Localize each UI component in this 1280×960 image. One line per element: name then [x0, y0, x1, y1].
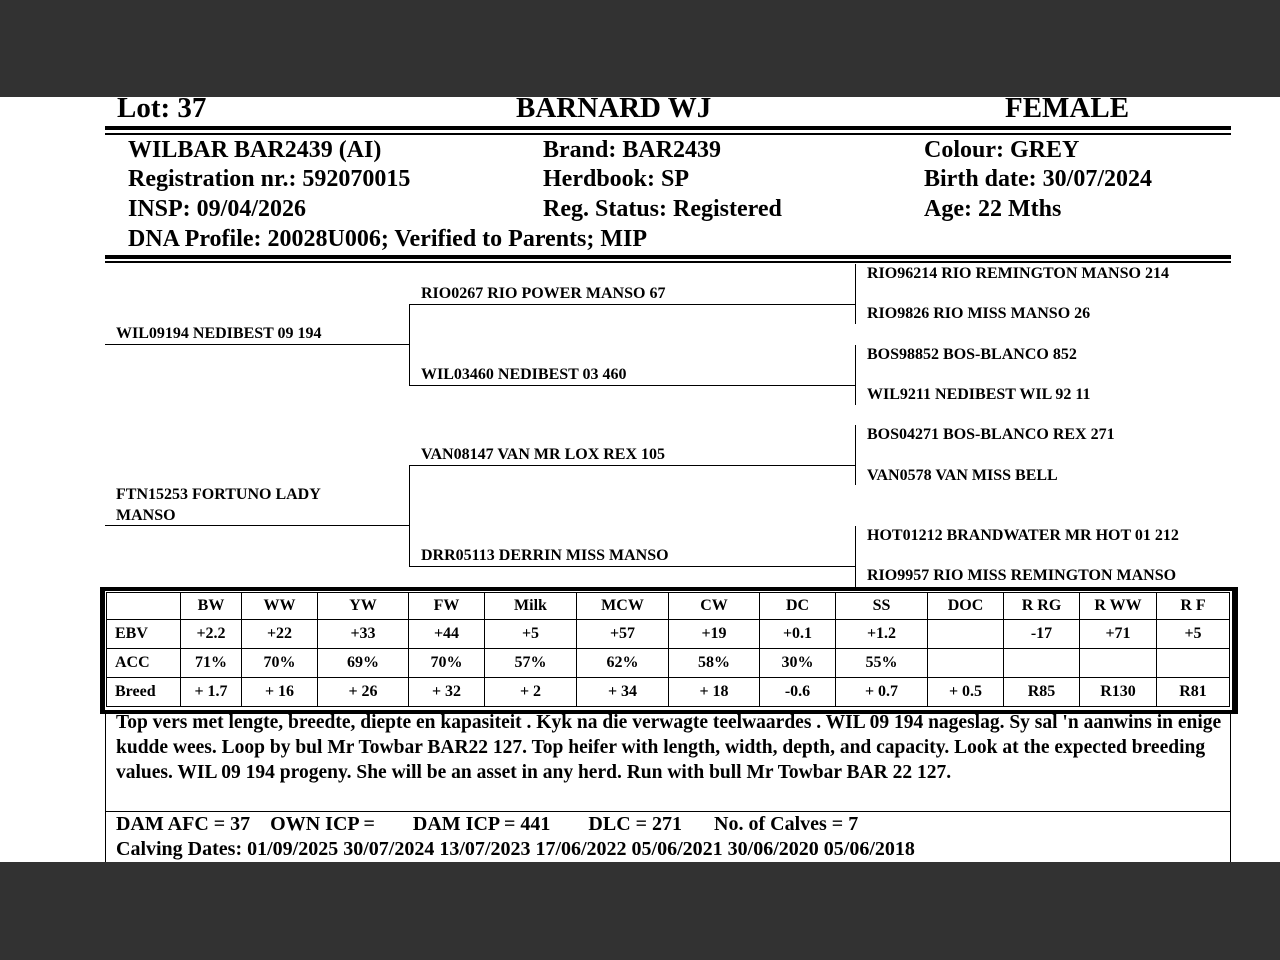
- animal-name: WILBAR BAR2439 (AI): [128, 137, 382, 163]
- sire-sire-name: RIO0267 RIO POWER MANSO 67: [421, 285, 666, 302]
- table-cell: +0.1: [760, 620, 836, 649]
- dd-bracket-bottom: [855, 566, 856, 587]
- table-cell: +5: [485, 620, 577, 649]
- sd-bracket-top: [855, 345, 856, 385]
- table-cell: R85: [1004, 678, 1080, 707]
- table-cell: +1.2: [836, 620, 928, 649]
- colour: Colour: GREY: [924, 137, 1080, 163]
- dam-icp: DAM ICP = 441: [412, 813, 551, 835]
- sire-bracket: [409, 304, 410, 385]
- info-rule-thin: [105, 261, 1231, 263]
- dd-sire-name: HOT01212 BRANDWATER MR HOT 01 212: [867, 527, 1179, 544]
- sd-bracket-bottom: [855, 385, 856, 405]
- registration-status: Reg. Status: Registered: [543, 196, 782, 222]
- table-header-cell: FW: [409, 593, 485, 620]
- ss-dam-name: RIO9826 RIO MISS MANSO 26: [867, 305, 1091, 322]
- table-cell: R81: [1157, 678, 1230, 707]
- row-label: EBV: [107, 620, 181, 649]
- sire-line: [105, 344, 410, 345]
- header-rule-thick: [105, 126, 1231, 130]
- table-header-cell: WW: [242, 593, 318, 620]
- table-cell: -17: [1004, 620, 1080, 649]
- ds-dam-name: VAN0578 VAN MISS BELL: [867, 467, 1058, 484]
- dna-profile: DNA Profile: 20028U006; Verified to Parents; MIP: [128, 226, 648, 252]
- table-row: [107, 649, 1230, 678]
- animal-sex: FEMALE: [1005, 97, 1130, 124]
- herdbook: Herdbook: SP: [543, 166, 690, 192]
- row-label: ACC: [107, 649, 181, 678]
- table-cell: + 1.7: [181, 678, 242, 707]
- table-header-cell: [107, 593, 181, 620]
- catalogue-page: [0, 97, 1280, 862]
- ebv-header-row: [107, 593, 1230, 620]
- table-header-cell: DC: [760, 593, 836, 620]
- table-cell: +2.2: [181, 620, 242, 649]
- table-cell: +33: [318, 620, 409, 649]
- sire-dam-name: WIL03460 NEDIBEST 03 460: [421, 366, 627, 383]
- breeder-name: BARNARD WJ: [516, 97, 712, 124]
- table-header-cell: R RG: [1004, 593, 1080, 620]
- table-cell: + 26: [318, 678, 409, 707]
- table-header-cell: YW: [318, 593, 409, 620]
- lot-number: Lot: 37: [117, 97, 207, 124]
- sale-notes: Top vers met lengte, breedte, diepte en kapasiteit . Kyk na die verwagte teelwaardes . WIL 09 194 nageslag. Sy sal 'n aanwins in enige kudde wees. Loop by bul Mr Towbar BAR22 127. Top heifer with length, width, depth, and capacity. Look at the expected breeding values. WIL 09 194 progeny. She will be an asset in any herd. Run with bull Mr Towbar BAR 22 127.: [116, 712, 1222, 783]
- sd-dam-name: WIL9211 NEDIBEST WIL 92 11: [867, 386, 1091, 403]
- ss-bracket-bottom: [855, 304, 856, 324]
- ds-bracket-top: [855, 425, 856, 465]
- table-cell: +22: [242, 620, 318, 649]
- table-cell: 57%: [485, 649, 577, 678]
- dam-line: [105, 525, 410, 526]
- dam-sire-name: VAN08147 VAN MR LOX REX 105: [421, 446, 666, 463]
- table-cell: R130: [1080, 678, 1157, 707]
- dlc: DLC = 271: [588, 813, 683, 835]
- table-cell: [1080, 649, 1157, 678]
- table-cell: 70%: [242, 649, 318, 678]
- table-header-cell: CW: [669, 593, 760, 620]
- table-cell: + 0.7: [836, 678, 928, 707]
- calving-dates: Calving Dates: 01/09/2025 30/07/2024 13/07/2023 17/06/2022 05/06/2021 30/06/2020 05/06/2018: [116, 838, 915, 860]
- table-cell: + 34: [577, 678, 669, 707]
- table-cell: [928, 620, 1004, 649]
- dd-line: [409, 566, 856, 567]
- table-cell: 69%: [318, 649, 409, 678]
- table-row: [107, 620, 1230, 649]
- dam-dam-name: DRR05113 DERRIN MISS MANSO: [421, 547, 669, 564]
- ds-line: [409, 465, 856, 466]
- table-row: [107, 678, 1230, 707]
- sire-name: WIL09194 NEDIBEST 09 194: [116, 325, 322, 342]
- ds-bracket-bottom: [855, 465, 856, 485]
- header-rule-thin: [105, 133, 1231, 135]
- table-cell: [1157, 649, 1230, 678]
- table-cell: + 32: [409, 678, 485, 707]
- table-header-cell: R F: [1157, 593, 1230, 620]
- registration-number: Registration nr.: 592070015: [128, 166, 411, 192]
- table-header-cell: DOC: [928, 593, 1004, 620]
- table-cell: 58%: [669, 649, 760, 678]
- table-cell: + 18: [669, 678, 760, 707]
- table-header-cell: BW: [181, 593, 242, 620]
- table-cell: 70%: [409, 649, 485, 678]
- table-cell: +71: [1080, 620, 1157, 649]
- own-icp: OWN ICP =: [270, 813, 375, 835]
- table-header-cell: MCW: [577, 593, 669, 620]
- table-cell: +5: [1157, 620, 1230, 649]
- table-cell: -0.6: [760, 678, 836, 707]
- table-cell: + 2: [485, 678, 577, 707]
- birth-date: Birth date: 30/07/2024: [924, 166, 1152, 192]
- dam-bracket: [409, 465, 410, 566]
- table-header-cell: R WW: [1080, 593, 1157, 620]
- info-rule-thick: [105, 255, 1231, 259]
- table-cell: 55%: [836, 649, 928, 678]
- row-label: Breed: [107, 678, 181, 707]
- sd-line: [409, 385, 856, 386]
- table-header-cell: Milk: [485, 593, 577, 620]
- ss-bracket-top: [855, 264, 856, 304]
- dd-bracket-top: [855, 526, 856, 566]
- table-cell: 30%: [760, 649, 836, 678]
- ss-line: [409, 304, 856, 305]
- dam-afc: DAM AFC = 37: [116, 813, 251, 835]
- brand: Brand: BAR2439: [543, 137, 722, 163]
- table-cell: +44: [409, 620, 485, 649]
- dam-name-line2: MANSO: [116, 507, 176, 524]
- table-cell: [1004, 649, 1080, 678]
- table-cell: + 16: [242, 678, 318, 707]
- table-cell: [928, 649, 1004, 678]
- age: Age: 22 Mths: [924, 196, 1062, 222]
- ds-sire-name: BOS04271 BOS-BLANCO REX 271: [867, 426, 1115, 443]
- ss-sire-name: RIO96214 RIO REMINGTON MANSO 214: [867, 265, 1169, 282]
- table-cell: 71%: [181, 649, 242, 678]
- dam-name-line1: FTN15253 FORTUNO LADY: [116, 486, 321, 503]
- table-cell: +19: [669, 620, 760, 649]
- ebv-table: [106, 592, 1230, 707]
- insp-date: INSP: 09/04/2026: [128, 196, 307, 222]
- number-of-calves: No. of Calves = 7: [714, 813, 859, 835]
- dam-stats-line: [116, 813, 858, 836]
- table-header-cell: SS: [836, 593, 928, 620]
- table-cell: 62%: [577, 649, 669, 678]
- notes-divider: [105, 811, 1231, 812]
- table-cell: +57: [577, 620, 669, 649]
- sd-sire-name: BOS98852 BOS-BLANCO 852: [867, 346, 1077, 363]
- dd-dam-name: RIO9957 RIO MISS REMINGTON MANSO: [867, 567, 1177, 584]
- table-cell: + 0.5: [928, 678, 1004, 707]
